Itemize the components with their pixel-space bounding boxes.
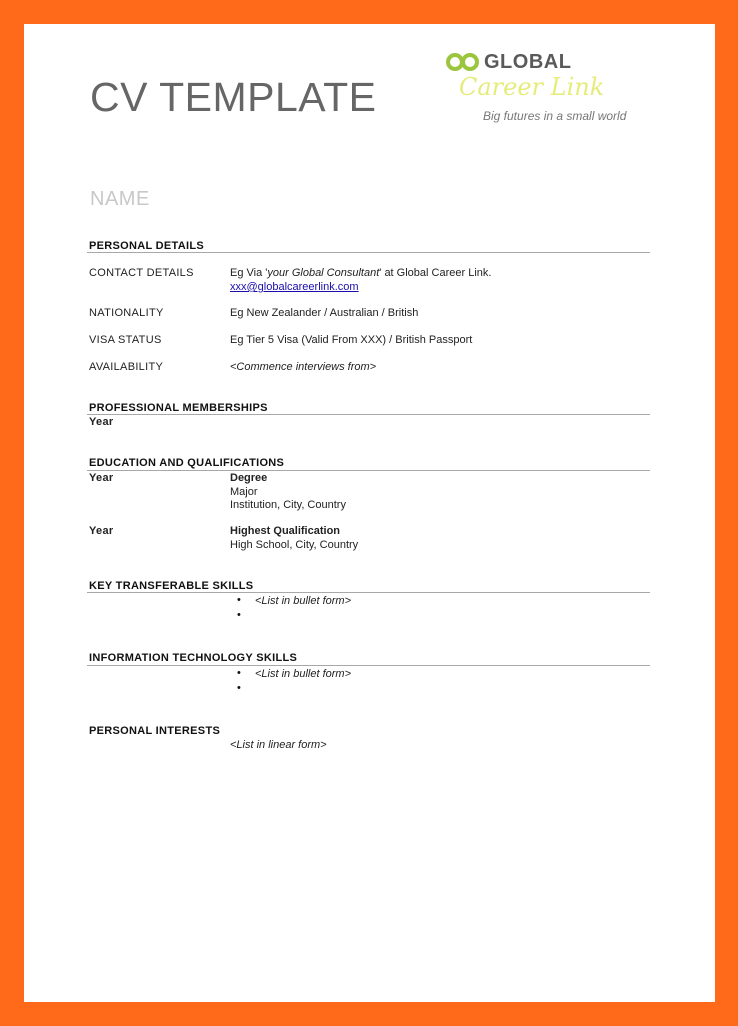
memberships-year-label: Year — [89, 416, 114, 428]
logo-subtitle: Career Link — [459, 73, 605, 101]
contact-prefix: Eg Via ' — [230, 267, 268, 279]
section-heading-personal-details: PERSONAL DETAILS — [89, 240, 205, 252]
section-heading-memberships: PROFESSIONAL MEMBERSHIPS — [89, 402, 268, 414]
education-year-label: Year — [89, 472, 114, 484]
contact-suffix: ' at Global Career Link. — [379, 267, 492, 279]
contact-italic: your Global Consultant — [267, 267, 380, 279]
section-divider — [87, 252, 650, 253]
visa-status-value: Eg Tier 5 Visa (Valid From XXX) / British Passport — [230, 334, 473, 346]
infinity-logo-icon — [445, 51, 483, 73]
section-heading-it-skills: INFORMATION TECHNOLOGY SKILLS — [89, 652, 298, 664]
availability-value: <Commence interviews from> — [230, 361, 377, 373]
education-degree-title: Degree — [230, 472, 268, 484]
bullet-marker: • — [237, 667, 241, 679]
education-year-label: Year — [89, 525, 114, 537]
section-divider — [87, 665, 650, 666]
key-skills-item: <List in bullet form> — [255, 595, 351, 607]
contact-details-label: CONTACT DETAILS — [89, 267, 194, 279]
section-divider — [87, 414, 650, 415]
education-degree-major: Major — [230, 486, 258, 498]
cv-page — [24, 24, 715, 1002]
education-degree-institution: Institution, City, Country — [230, 499, 346, 511]
personal-interests-value: <List in linear form> — [230, 739, 327, 751]
nationality-value: Eg New Zealander / Australian / British — [230, 307, 419, 319]
name-placeholder: NAME — [90, 188, 150, 210]
section-heading-personal-interests: PERSONAL INTERESTS — [89, 725, 221, 737]
education-highest-qualification-title: Highest Qualification — [230, 525, 341, 537]
section-divider — [87, 470, 650, 471]
bullet-marker: • — [237, 682, 241, 694]
it-skills-item: <List in bullet form> — [255, 668, 351, 680]
availability-label: AVAILABILITY — [89, 361, 164, 373]
education-highest-qualification-school: High School, City, Country — [230, 539, 359, 551]
contact-details-value — [230, 267, 491, 279]
section-heading-education: EDUCATION AND QUALIFICATIONS — [89, 457, 285, 469]
logo-tagline: Big futures in a small world — [483, 109, 627, 123]
section-heading-key-skills: KEY TRANSFERABLE SKILLS — [89, 580, 254, 592]
bullet-marker: • — [237, 594, 241, 606]
logo-word: GLOBAL — [484, 51, 572, 73]
nationality-label: NATIONALITY — [89, 307, 164, 319]
bullet-marker: • — [237, 609, 241, 621]
visa-status-label: VISA STATUS — [89, 334, 162, 346]
section-divider — [87, 592, 650, 593]
contact-email-link[interactable]: xxx@globalcareerlink.com — [230, 281, 359, 293]
page-title: CV TEMPLATE — [90, 74, 377, 120]
